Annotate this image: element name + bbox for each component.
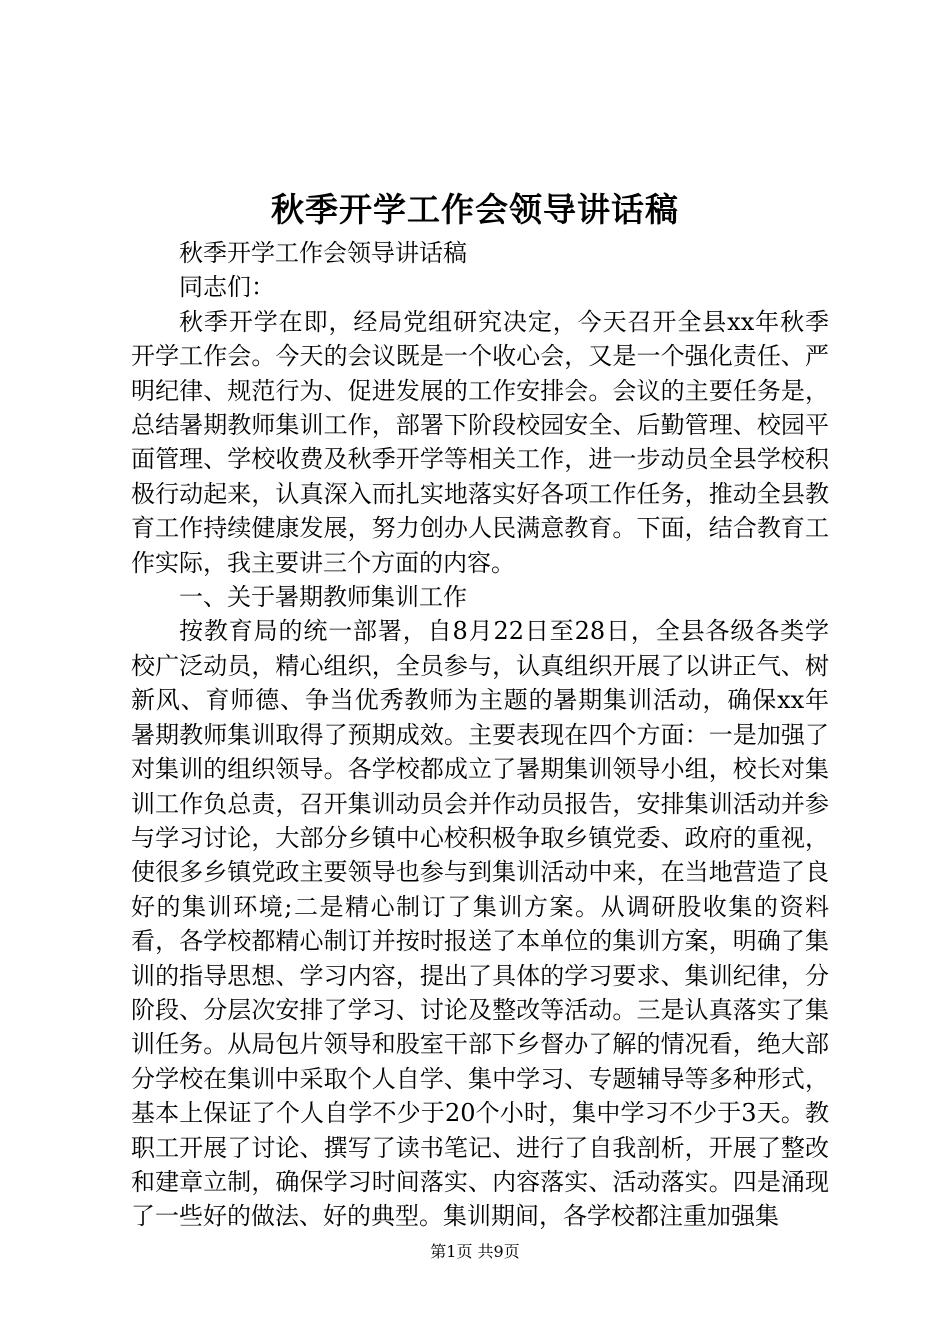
paragraph-intro: 秋季开学在即，经局党组研究决定，今天召开全县xx年秋季开学工作会。今天的会议既是一个收心会，又是一个强化责任、严明纪律、规范行为、促进发展的工作安排会。会议的主要任务是，总结暑期教师集训工作，部署下阶段校园安全、后勤管理、校园平面管理、学校收费及秋季开学等相关工作，进一步动员全县学校积极行动起来，认真深入而扎实地落实好各项工作任务，推动全县教育工作持续健康发展，努力创办人民满意教育。下面，结合教育工作实际，我主要讲三个方面的内容。 <box>131 307 829 577</box>
document-body <box>131 236 829 1234</box>
paragraph-salutation: 同志们： <box>179 273 275 302</box>
paragraph-subtitle: 秋季开学工作会领导讲话稿 <box>179 239 467 267</box>
section-heading-1: 一、关于暑期教师集训工作 <box>179 583 467 612</box>
page-number-footer: 第1页 共9页 <box>430 1242 520 1261</box>
paragraph-section-1: 按教育局的统一部署，自8月22日至28日，全县各级各类学校广泛动员，精心组织，全员参与，认真组织开展了以讲正气、树新风、育师德、争当优秀教师为主题的暑期集训活动，确保xx年暑期教师集训取得了预期成效。主要表现在四个方面：一是加强了对集训的组织领导。各学校都成立了暑期集训领导小组，校长对集训工作负总责，召开集训动员会并作动员报告，安排集训活动并参与学习讨论，大部分乡镇中心校积极争取乡镇党委、政府的重视，使很多乡镇党政主要领导也参与到集训活动中来，在当地营造了良好的集训环境;二是精心制订了集训方案。从调研股收集的资料看，各学校都精心制订并按时报送了本单位的集训方案，明确了集训的指导思想、学习内容，提出了具体的学习要求、集训纪律，分阶段、分层次安排了学习、讨论及整改等活动。三是认真落实了集训任务。从局包片领导和股室干部下乡督办了解的情况看，绝大部分学校在集训中采取个人自学、集中学习、专题辅导等多种形式，基本上保证了个人自学不少于20个小时，集中学习不少于3天。教职工开展了讨论、撰写了读书笔记、进行了自我剖析，开展了整改和建章立制，确保学习时间落实、内容落实、活动落实。四是涌现了一些好的做法、好的典型。集训期间，各学校都注重加强集 <box>131 617 829 1231</box>
document-title: 秋季开学工作会领导讲话稿 <box>271 190 679 229</box>
